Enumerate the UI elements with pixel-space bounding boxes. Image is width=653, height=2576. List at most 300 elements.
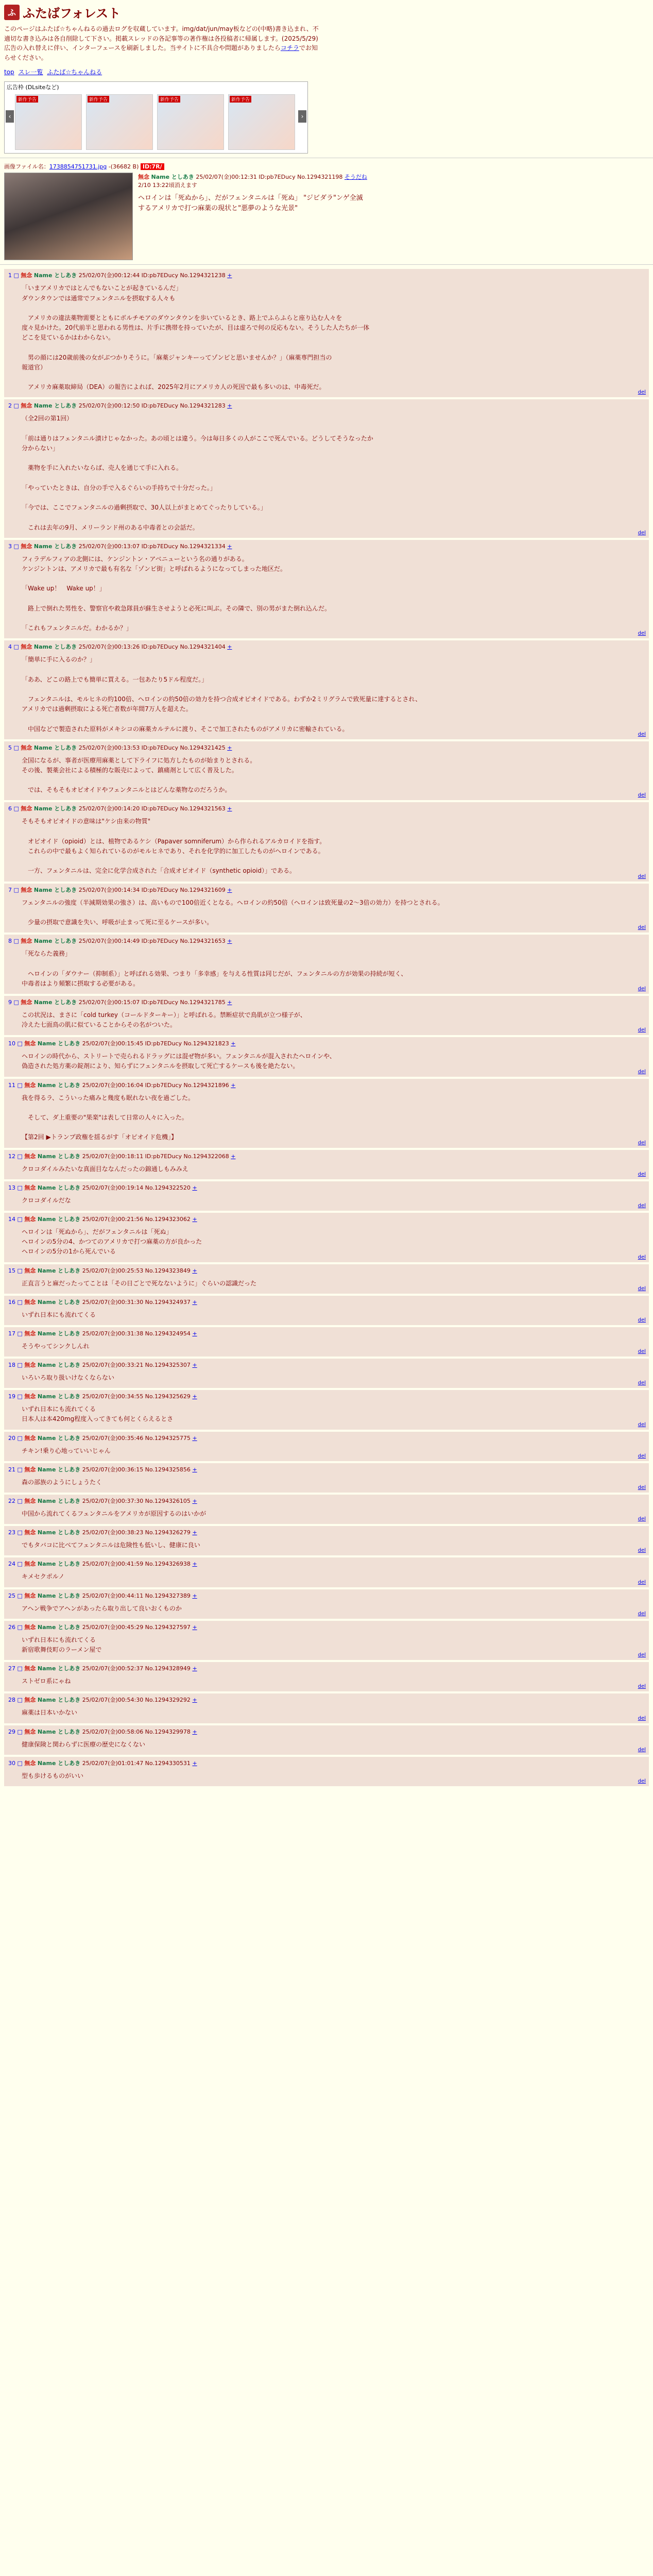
reply-body: クロコダイルみたいな真面目ななんだったの錦通しもみみえ [22, 1165, 188, 1173]
op-file-link[interactable]: 1738854751731.jpg [49, 163, 107, 171]
reply-sodane-button[interactable]: + [192, 1215, 197, 1223]
reply-post [4, 269, 649, 397]
reply-header [8, 1329, 645, 1337]
reply-date: 25/02/07(金)00:44:11 No.1294327389 [82, 1592, 191, 1599]
reply-sodane-button[interactable]: + [227, 938, 232, 945]
divider [0, 264, 653, 265]
reply-name: Name としあき [37, 1184, 81, 1191]
reply-subject: 無念 [21, 805, 32, 812]
reply-del-link[interactable]: del [638, 1140, 646, 1146]
reply-checkbox[interactable]: □ [13, 886, 19, 893]
ad-title: 広告枠 (DLsiteなど) [7, 84, 59, 91]
reply-checkbox[interactable]: □ [13, 805, 19, 812]
reply-number: 9 [8, 998, 12, 1006]
reply-name: Name としあき [33, 938, 77, 945]
reply-number: 18 [8, 1362, 15, 1369]
reply-date: 25/02/07(金)00:12:50 ID:pb7EDucy No.1294321283 [78, 402, 226, 410]
reply-date: 25/02/07(金)00:34:55 No.1294325629 [82, 1393, 191, 1400]
reply-date: 25/02/07(金)00:25:53 No.1294323849 [82, 1267, 191, 1274]
reply-sodane-button[interactable]: + [227, 805, 232, 812]
reply-name: Name としあき [37, 1561, 81, 1568]
reply-date: 25/02/07(金)00:31:30 No.1294324937 [82, 1298, 191, 1306]
reply-body: いずれ日本にも流れてくる [22, 1311, 96, 1318]
reply-del-link[interactable]: del [638, 1349, 646, 1355]
reply-body: 型も歩けるものがいい [22, 1772, 84, 1780]
ad-item-label: 新作予告 [16, 96, 38, 103]
reply-name: Name としあき [37, 1267, 81, 1274]
reply-header [8, 401, 645, 410]
reply-post [4, 1264, 649, 1294]
op-thumbnail[interactable] [4, 173, 133, 260]
reply-body: （全2回の第1回） 「前は通りはフェンタニル漬けじゃなかった。あの頃とは違う。今は毎日多くの人がここで死んでいる。どうしてそうなったか 分からない」 薬物を手に入れたいならば、売人を通じて手に入れる。 「やっていたときは、自分の手で入るぐらいの手持ちで十分だった。」 「今では、ここでフェンタニルの過剰摂取で、30人以上がまとめてぐったりしている。」 これは去年の9月、メリーランド州のある中毒者との会話だ。 [22, 415, 373, 531]
reply-sodane-button[interactable]: + [192, 1330, 197, 1337]
reply-header [8, 1727, 645, 1736]
reply-post [4, 935, 649, 994]
reply-header [8, 1183, 645, 1192]
reply-sodane-button[interactable]: + [192, 1623, 197, 1631]
reply-subject: 無念 [24, 1330, 36, 1337]
reply-sodane-button[interactable]: + [192, 1393, 197, 1400]
op-body [4, 173, 649, 260]
reply-header [8, 1623, 645, 1631]
reply-post [4, 1327, 649, 1357]
reply-header [8, 1497, 645, 1505]
reply-header [8, 804, 645, 812]
reply-header [8, 886, 645, 894]
op-file-info [4, 162, 649, 171]
reply-post [4, 1526, 649, 1555]
reply-body: キメセクポルノ [22, 1573, 65, 1581]
reply-number: 26 [8, 1623, 15, 1631]
reply-checkbox[interactable]: □ [13, 543, 19, 550]
op-file-label: 画像ファイル名： [4, 163, 49, 171]
reply-number: 27 [8, 1665, 15, 1672]
ad-item[interactable] [228, 94, 295, 150]
reply-checkbox[interactable]: □ [17, 1623, 23, 1631]
reply-del-link[interactable]: del [638, 1652, 646, 1658]
reply-body: いずれ日本にも流れてくる 新宿歌舞伎町のラーメン屋で [22, 1636, 102, 1653]
reply-header [8, 1215, 645, 1223]
reply-del-link[interactable]: del [638, 1254, 646, 1260]
reply-post [4, 1079, 649, 1148]
reply-subject: 無念 [24, 1498, 36, 1504]
ad-item-label: 新作予告 [230, 96, 251, 103]
reply-date: 25/02/07(金)00:15:07 ID:pb7EDucy No.1294321785 [78, 998, 226, 1006]
reply-del-link[interactable]: del [638, 731, 646, 737]
reply-date: 25/02/07(金)00:35:46 No.1294325775 [82, 1434, 191, 1442]
reply-del-link[interactable]: del [638, 925, 646, 931]
reply-number: 8 [8, 938, 12, 945]
reply-subject: 無念 [21, 886, 32, 893]
reply-header [8, 1039, 645, 1047]
reply-checkbox[interactable]: □ [17, 1215, 23, 1223]
reply-del-link[interactable]: del [638, 792, 646, 799]
reply-header [8, 1081, 645, 1089]
reply-checkbox[interactable]: □ [17, 1267, 23, 1274]
reply-subject: 無念 [21, 998, 32, 1006]
reply-body: 中国から流れてくるフェンタニルをアメリカが原因するのはいかが [22, 1510, 207, 1517]
reply-sodane-button[interactable]: + [192, 1298, 197, 1306]
reply-del-link[interactable]: del [638, 1715, 646, 1721]
reply-header [8, 1434, 645, 1442]
site-logo[interactable]: ふ [4, 5, 20, 20]
nav-thread-list-link[interactable]: スレ一覧 [18, 69, 43, 76]
reply-checkbox[interactable]: □ [17, 1759, 23, 1767]
reply-body: フィラデルフィアの北側には、ケンジントン・アベニューという名の通りがある。 ケンジントンは、アメリカで最も有名な「ゾンビ街」と呼ばれるようになってしまった地区だ。 「Wake up！ Wake up！」 路上で倒れた男性を、警察官や救急隊員が蘇生させようと必死に叫ぶ。その隣で、別の男がまた倒れ込んだ。 「これもフェンタニルだ。わかるか？」 [22, 555, 331, 632]
reply-name: Name としあき [37, 1697, 81, 1704]
reply-number: 7 [8, 886, 12, 893]
reply-date: 25/02/07(金)01:01:47 No.1294330531 [82, 1759, 191, 1767]
reply-sodane-button[interactable]: + [192, 1665, 197, 1672]
reply-subject: 無念 [24, 1759, 36, 1767]
ad-next-arrow-icon[interactable]: › [298, 110, 306, 123]
reply-sodane-button[interactable]: + [192, 1184, 197, 1191]
ad-item[interactable] [157, 94, 224, 150]
reply-sodane-button[interactable]: + [192, 1759, 197, 1767]
reply-del-link[interactable]: del [638, 1380, 646, 1386]
reply-sodane-button[interactable]: + [192, 1592, 197, 1599]
reply-subject: 無念 [24, 1665, 36, 1672]
op-content [138, 173, 367, 260]
reply-sodane-button[interactable]: + [231, 1040, 236, 1047]
header [0, 0, 653, 154]
reply-number: 2 [8, 402, 12, 410]
reply-name: Name としあき [37, 1330, 81, 1337]
id-badge: ID:7R/ [141, 163, 164, 170]
reply-del-link[interactable]: del [638, 1747, 646, 1753]
reply-checkbox[interactable]: □ [17, 1040, 23, 1047]
reply-del-link[interactable]: del [638, 631, 646, 637]
reply-checkbox[interactable]: □ [17, 1362, 23, 1369]
reply-name: Name としあき [37, 1529, 81, 1536]
reply-checkbox[interactable]: □ [17, 1592, 23, 1599]
reply-del-link[interactable]: del [638, 1548, 646, 1554]
reply-body: ヘロインは「死ぬから」、だがフェンタニルは「死ぬ」 ヘロインの5分の4、かつてのアメリカで打つ麻薬の方が良かった ヘロインの5分の1から死んでいる [22, 1228, 202, 1256]
reply-sodane-button[interactable]: + [227, 886, 232, 893]
reply-name: Name としあき [37, 1081, 81, 1089]
reply-subject: 無念 [24, 1081, 36, 1089]
reply-post [4, 1621, 649, 1660]
reply-sodane-button[interactable]: + [192, 1267, 197, 1274]
reply-sodane-button[interactable]: + [192, 1529, 197, 1536]
reply-number: 14 [8, 1215, 15, 1223]
reply-sodane-button[interactable]: + [231, 1153, 236, 1160]
reply-post [4, 640, 649, 739]
reply-post [4, 1725, 649, 1755]
reply-number: 5 [8, 744, 12, 751]
reply-name: Name としあき [37, 1466, 81, 1473]
reply-name: Name としあき [33, 543, 77, 550]
reply-body: 「いまアメリカではとんでもないことが起きているんだ」 ダウンタウンでは通常でフェンタニルを摂取する人々も アメリカの違法薬物需要とともにボルチモアのダウンタウンを歩いているとき、路上でふらふらと座り込む人々を 度々見かけた。20代前半と思われる男性は、片手に携帯を持っていたが、目は虚ろで何の反応もない。そうした人たちが一体 どこを見ているかはわからない。 男の顔には20歳前後の女がぶつかりそうに。「麻薬ジャンキーってゾンビと思いませんか？」（麻薬専門担当の 報道官） アメリカ麻薬取締局（DEA）の報告によれば、2025年2月にアメリカ人の死因で最も多いのは、中毒死だ。 [22, 284, 370, 391]
reply-subject: 無念 [24, 1434, 36, 1442]
reply-date: 25/02/07(金)00:14:49 ID:pb7EDucy No.1294321653 [78, 938, 226, 945]
site-header [4, 3, 649, 21]
reply-checkbox[interactable]: □ [17, 1434, 23, 1442]
reply-number: 1 [8, 272, 12, 279]
reply-number: 15 [8, 1267, 15, 1274]
reply-number: 22 [8, 1498, 15, 1504]
reply-post [4, 1693, 649, 1723]
reply-body: 森の部族のようにしょうたく [22, 1478, 102, 1486]
top-nav [4, 67, 649, 76]
reply-sodane-button[interactable]: + [192, 1466, 197, 1473]
reply-checkbox[interactable]: □ [17, 1393, 23, 1400]
reply-subject: 無念 [24, 1153, 36, 1160]
reply-checkbox[interactable]: □ [17, 1081, 23, 1089]
reply-name: Name としあき [37, 1215, 81, 1223]
nav-futaba-link[interactable]: ふたば☆ちゃんねる [47, 69, 102, 76]
reply-del-link[interactable]: del [638, 1421, 646, 1428]
reply-number: 17 [8, 1330, 15, 1337]
reply-post [4, 1557, 649, 1587]
reply-post [4, 1463, 649, 1493]
reply-name: Name としあき [33, 805, 77, 812]
reply-post [4, 1359, 649, 1388]
reply-del-link[interactable]: del [638, 1778, 646, 1784]
ad-prev-arrow-icon[interactable]: ‹ [6, 110, 14, 123]
reply-name: Name としあき [37, 1393, 81, 1400]
reply-checkbox[interactable]: □ [13, 938, 19, 945]
contact-link[interactable]: コチラ [280, 44, 299, 52]
reply-header [8, 1361, 645, 1369]
reply-date: 25/02/07(金)00:21:56 No.1294323062 [82, 1215, 191, 1223]
ad-items [5, 92, 307, 152]
reply-del-link[interactable]: del [638, 1579, 646, 1585]
reply-subject: 無念 [24, 1623, 36, 1631]
reply-subject: 無念 [24, 1561, 36, 1568]
reply-body: そうやってシンクしんれ [22, 1342, 90, 1350]
reply-sodane-button[interactable]: + [227, 744, 232, 751]
reply-subject: 無念 [21, 643, 32, 651]
reply-sodane-button[interactable]: + [192, 1697, 197, 1704]
reply-sodane-button[interactable]: + [192, 1362, 197, 1369]
op-expire: 2/10 13:22頃消えます [138, 182, 197, 189]
reply-body: 健康保険と関わらずに医療の歴史になくない [22, 1740, 146, 1748]
reply-name: Name としあき [33, 402, 77, 410]
reply-body: 「死ならた義務」 ヘロインの「ダウナー（抑制系）」と呼ばれる効果、つまり「多幸感」を与える性質は同じだが、フェンタニルの方が効果の持続が短く、 中毒者はより頻繁に摂取する必要がある。 [22, 950, 407, 987]
reply-del-link[interactable]: del [638, 1453, 646, 1459]
reply-body: この状況は、まさに「cold turkey（コールドターキー）」と呼ばれる。禁断症状で鳥肌が立つ様子が、 冷えた七面鳥の肌に似ていることからその名がついた。 [22, 1011, 306, 1029]
reply-sodane-button[interactable]: + [192, 1434, 197, 1442]
reply-subject: 無念 [24, 1728, 36, 1735]
reply-name: Name としあき [33, 272, 77, 279]
reply-date: 25/02/07(金)00:58:06 No.1294329978 [82, 1728, 191, 1735]
reply-body: でもタバコに比べてフェンタニルは危険性も低いし、健康に良い [22, 1541, 200, 1549]
reply-date: 25/02/07(金)00:14:20 ID:pb7EDucy No.1294321563 [78, 805, 226, 812]
reply-date: 25/02/07(金)00:33:21 No.1294325307 [82, 1362, 191, 1369]
reply-number: 29 [8, 1728, 15, 1735]
reply-date: 25/02/07(金)00:52:37 No.1294328949 [82, 1665, 191, 1672]
notice-text: このページはふたば☆ちゃんねるの過去ログを収蔵しています。img/dat/jun/may板などの(中略)書き込まれ、不適切な書き込みは各自削除して下さい。掲載スレッドの各記事等の著作権は各投稿者に帰属します。(2025/5/29) 広告の入れ替えに伴い、インターフェースを刷新しました。当サイトに不具合や問題がありましたら [4, 25, 319, 52]
reply-sodane-button[interactable]: + [227, 998, 232, 1006]
reply-date: 25/02/07(金)00:45:29 No.1294327597 [82, 1623, 191, 1631]
reply-number: 12 [8, 1153, 15, 1160]
reply-header [8, 937, 645, 945]
reply-post [4, 1150, 649, 1179]
reply-header [8, 1759, 645, 1767]
reply-header [8, 743, 645, 752]
reply-number: 21 [8, 1466, 15, 1473]
reply-del-link[interactable]: del [638, 1611, 646, 1617]
reply-post [4, 1390, 649, 1429]
reply-header [8, 1591, 645, 1600]
reply-number: 30 [8, 1759, 15, 1767]
reply-name: Name としあき [37, 1362, 81, 1369]
reply-checkbox[interactable]: □ [17, 1665, 23, 1672]
reply-header [8, 271, 645, 279]
reply-del-link[interactable]: del [638, 986, 646, 992]
notice-tail: でお知らせください。 [4, 44, 318, 61]
reply-name: Name としあき [37, 1434, 81, 1442]
reply-date: 25/02/07(金)00:31:38 No.1294324954 [82, 1330, 191, 1337]
reply-del-link[interactable]: del [638, 1285, 646, 1292]
reply-del-link[interactable]: del [638, 1485, 646, 1490]
reply-date: 25/02/07(金)00:54:30 No.1294329292 [82, 1697, 191, 1704]
reply-subject: 無念 [21, 744, 32, 751]
reply-del-link[interactable]: del [638, 1317, 646, 1323]
reply-checkbox[interactable]: □ [17, 1298, 23, 1306]
reply-name: Name としあき [37, 1298, 81, 1306]
reply-header [8, 1528, 645, 1536]
reply-checkbox[interactable]: □ [13, 643, 19, 651]
op-name: Name としあき [151, 174, 194, 181]
reply-header [8, 1152, 645, 1160]
reply-header [8, 1465, 645, 1473]
reply-subject: 無念 [21, 402, 32, 410]
reply-header [8, 1392, 645, 1400]
op-sodane-button[interactable]: そうだね [344, 174, 367, 181]
reply-name: Name としあき [33, 643, 77, 651]
reply-checkbox[interactable]: □ [17, 1330, 23, 1337]
reply-checkbox[interactable]: □ [13, 744, 19, 751]
reply-sodane-button[interactable]: + [227, 543, 232, 550]
reply-header [8, 1266, 645, 1275]
reply-date: 25/02/07(金)00:37:30 No.1294326105 [82, 1498, 191, 1504]
nav-top-link[interactable]: top [4, 69, 14, 76]
reply-name: Name としあき [37, 1728, 81, 1735]
reply-subject: 無念 [24, 1267, 36, 1274]
reply-sodane-button[interactable]: + [192, 1498, 197, 1504]
reply-checkbox[interactable]: □ [17, 1697, 23, 1704]
reply-number: 28 [8, 1697, 15, 1704]
reply-number: 24 [8, 1561, 15, 1568]
reply-del-link[interactable]: del [638, 1069, 646, 1075]
ad-item[interactable] [86, 94, 153, 150]
reply-sodane-button[interactable]: + [192, 1561, 197, 1568]
reply-body: 我を得るラ、こういった痛みと幾度も眠れない夜を過ごした。 そして、ダ上重要の"果楽"は表して日常の人々に入った。 【第2回 ▶トランプ政権を揺るがす「オピオイド危機」】 [22, 1094, 195, 1141]
reply-checkbox[interactable]: □ [17, 1561, 23, 1568]
reply-subject: 無念 [24, 1298, 36, 1306]
reply-name: Name としあき [33, 886, 77, 893]
reply-list [0, 269, 653, 1786]
reply-name: Name としあき [37, 1623, 81, 1631]
reply-post [4, 1495, 649, 1524]
reply-checkbox[interactable]: □ [17, 1529, 23, 1536]
reply-sodane-button[interactable]: + [227, 643, 232, 651]
reply-del-link[interactable]: del [638, 1027, 646, 1033]
reply-header [8, 1560, 645, 1568]
reply-sodane-button[interactable]: + [227, 402, 232, 410]
op-subject: 無念 [138, 174, 149, 181]
reply-date: 25/02/07(金)00:41:59 No.1294326938 [82, 1561, 191, 1568]
reply-name: Name としあき [37, 1592, 81, 1599]
reply-number: 4 [8, 643, 12, 651]
reply-del-link[interactable]: del [638, 873, 646, 879]
reply-number: 25 [8, 1592, 15, 1599]
op-file-size: -(36682 B) [108, 163, 139, 171]
reply-checkbox[interactable]: □ [17, 1184, 23, 1191]
reply-date: 25/02/07(金)00:19:14 No.1294322520 [82, 1184, 191, 1191]
reply-number: 6 [8, 805, 12, 812]
reply-subject: 無念 [24, 1393, 36, 1400]
reply-name: Name としあき [33, 744, 77, 751]
reply-number: 20 [8, 1434, 15, 1442]
reply-body: 正直言うと麻だったってことは「その日ごとで死なないように」ぐらいの認識だった [22, 1279, 257, 1287]
reply-subject: 無念 [24, 1529, 36, 1536]
reply-body: フェンタニルの強度（半減期効果の強さ）は、高いもので100倍近くとなる。ヘロインの約50倍（ヘロインは致死量の2〜3倍の効力）を持つとされる。 少量の摂取で意識を失い、呼吸が止まって死に至るケースが多い。 [22, 899, 444, 926]
ad-carousel [4, 81, 308, 154]
reply-post [4, 1296, 649, 1325]
reply-name: Name としあき [33, 998, 77, 1006]
reply-name: Name としあき [37, 1498, 81, 1504]
reply-del-link[interactable]: del [638, 530, 646, 536]
op-text: ヘロインは「死ぬから」、だがフェンタニルは「死ぬ」 "ジビダラ"ンゲ全滅するアメリカで打つ麻薬の現状と"悪夢のような光景" [138, 194, 363, 212]
reply-number: 19 [8, 1393, 15, 1400]
reply-checkbox[interactable]: □ [17, 1728, 23, 1735]
reply-checkbox[interactable]: □ [13, 402, 19, 410]
reply-checkbox[interactable]: □ [17, 1498, 23, 1504]
reply-date: 25/02/07(金)00:13:26 ID:pb7EDucy No.1294321404 [78, 643, 226, 651]
reply-del-link[interactable]: del [638, 1202, 646, 1209]
reply-date: 25/02/07(金)00:12:44 ID:pb7EDucy No.1294321238 [78, 272, 226, 279]
reply-subject: 無念 [24, 1215, 36, 1223]
reply-sodane-button[interactable]: + [231, 1081, 236, 1089]
reply-checkbox[interactable]: □ [13, 998, 19, 1006]
reply-number: 13 [8, 1184, 15, 1191]
reply-subject: 無念 [21, 938, 32, 945]
reply-post [4, 996, 649, 1035]
reply-subject: 無念 [24, 1592, 36, 1599]
reply-post [4, 802, 649, 881]
reply-body: そもそもオピオイドの意味は"ケシ由来の物質" オピオイド（opioid）とは、植物であるケシ（Papaver somniferum）から作られるアルカロイドを指す。 これらの中で最もよく知られているのがモルヒネであり、それを化学的に加工したものがヘロインである。 一方、フェンタニルは、完全に化学合成された「合成オピオイド（synthetic opioid）」である。 [22, 818, 326, 875]
reply-post [4, 1589, 649, 1619]
reply-del-link[interactable]: del [638, 1516, 646, 1522]
reply-post [4, 1432, 649, 1461]
reply-sodane-button[interactable]: + [192, 1728, 197, 1735]
reply-subject: 無念 [24, 1466, 36, 1473]
reply-name: Name としあき [37, 1040, 81, 1047]
reply-body: 全国になるが、事者が医療用麻薬として下ライフに処方したものが始まりとされる。 その後、製薬会社による積極的な販売によって、鎮痛剤として広く普及した。 では、そもそもオピオイドやフェンタニルとはどんな薬物なのだろうか。 [22, 756, 256, 794]
ad-item[interactable] [15, 94, 82, 150]
reply-checkbox[interactable]: □ [17, 1466, 23, 1473]
reply-name: Name としあき [37, 1759, 81, 1767]
reply-subject: 無念 [21, 272, 32, 279]
reply-body: チキン!乗り心地っていいじゃん [22, 1447, 111, 1454]
reply-checkbox[interactable]: □ [13, 272, 19, 279]
reply-checkbox[interactable]: □ [17, 1153, 23, 1160]
reply-sodane-button[interactable]: + [227, 272, 232, 279]
op-post [0, 162, 653, 260]
reply-name: Name としあき [37, 1665, 81, 1672]
reply-del-link[interactable]: del [638, 1171, 646, 1177]
reply-body: ストゼロ系にゃね [22, 1677, 71, 1685]
reply-post [4, 1181, 649, 1211]
site-notice [4, 24, 323, 62]
reply-name: Name としあき [37, 1153, 81, 1160]
reply-del-link[interactable]: del [638, 1684, 646, 1690]
reply-del-link[interactable]: del [638, 389, 646, 396]
reply-date: 25/02/07(金)00:15:45 ID:pb7EDucy No.1294321823 [82, 1040, 229, 1047]
